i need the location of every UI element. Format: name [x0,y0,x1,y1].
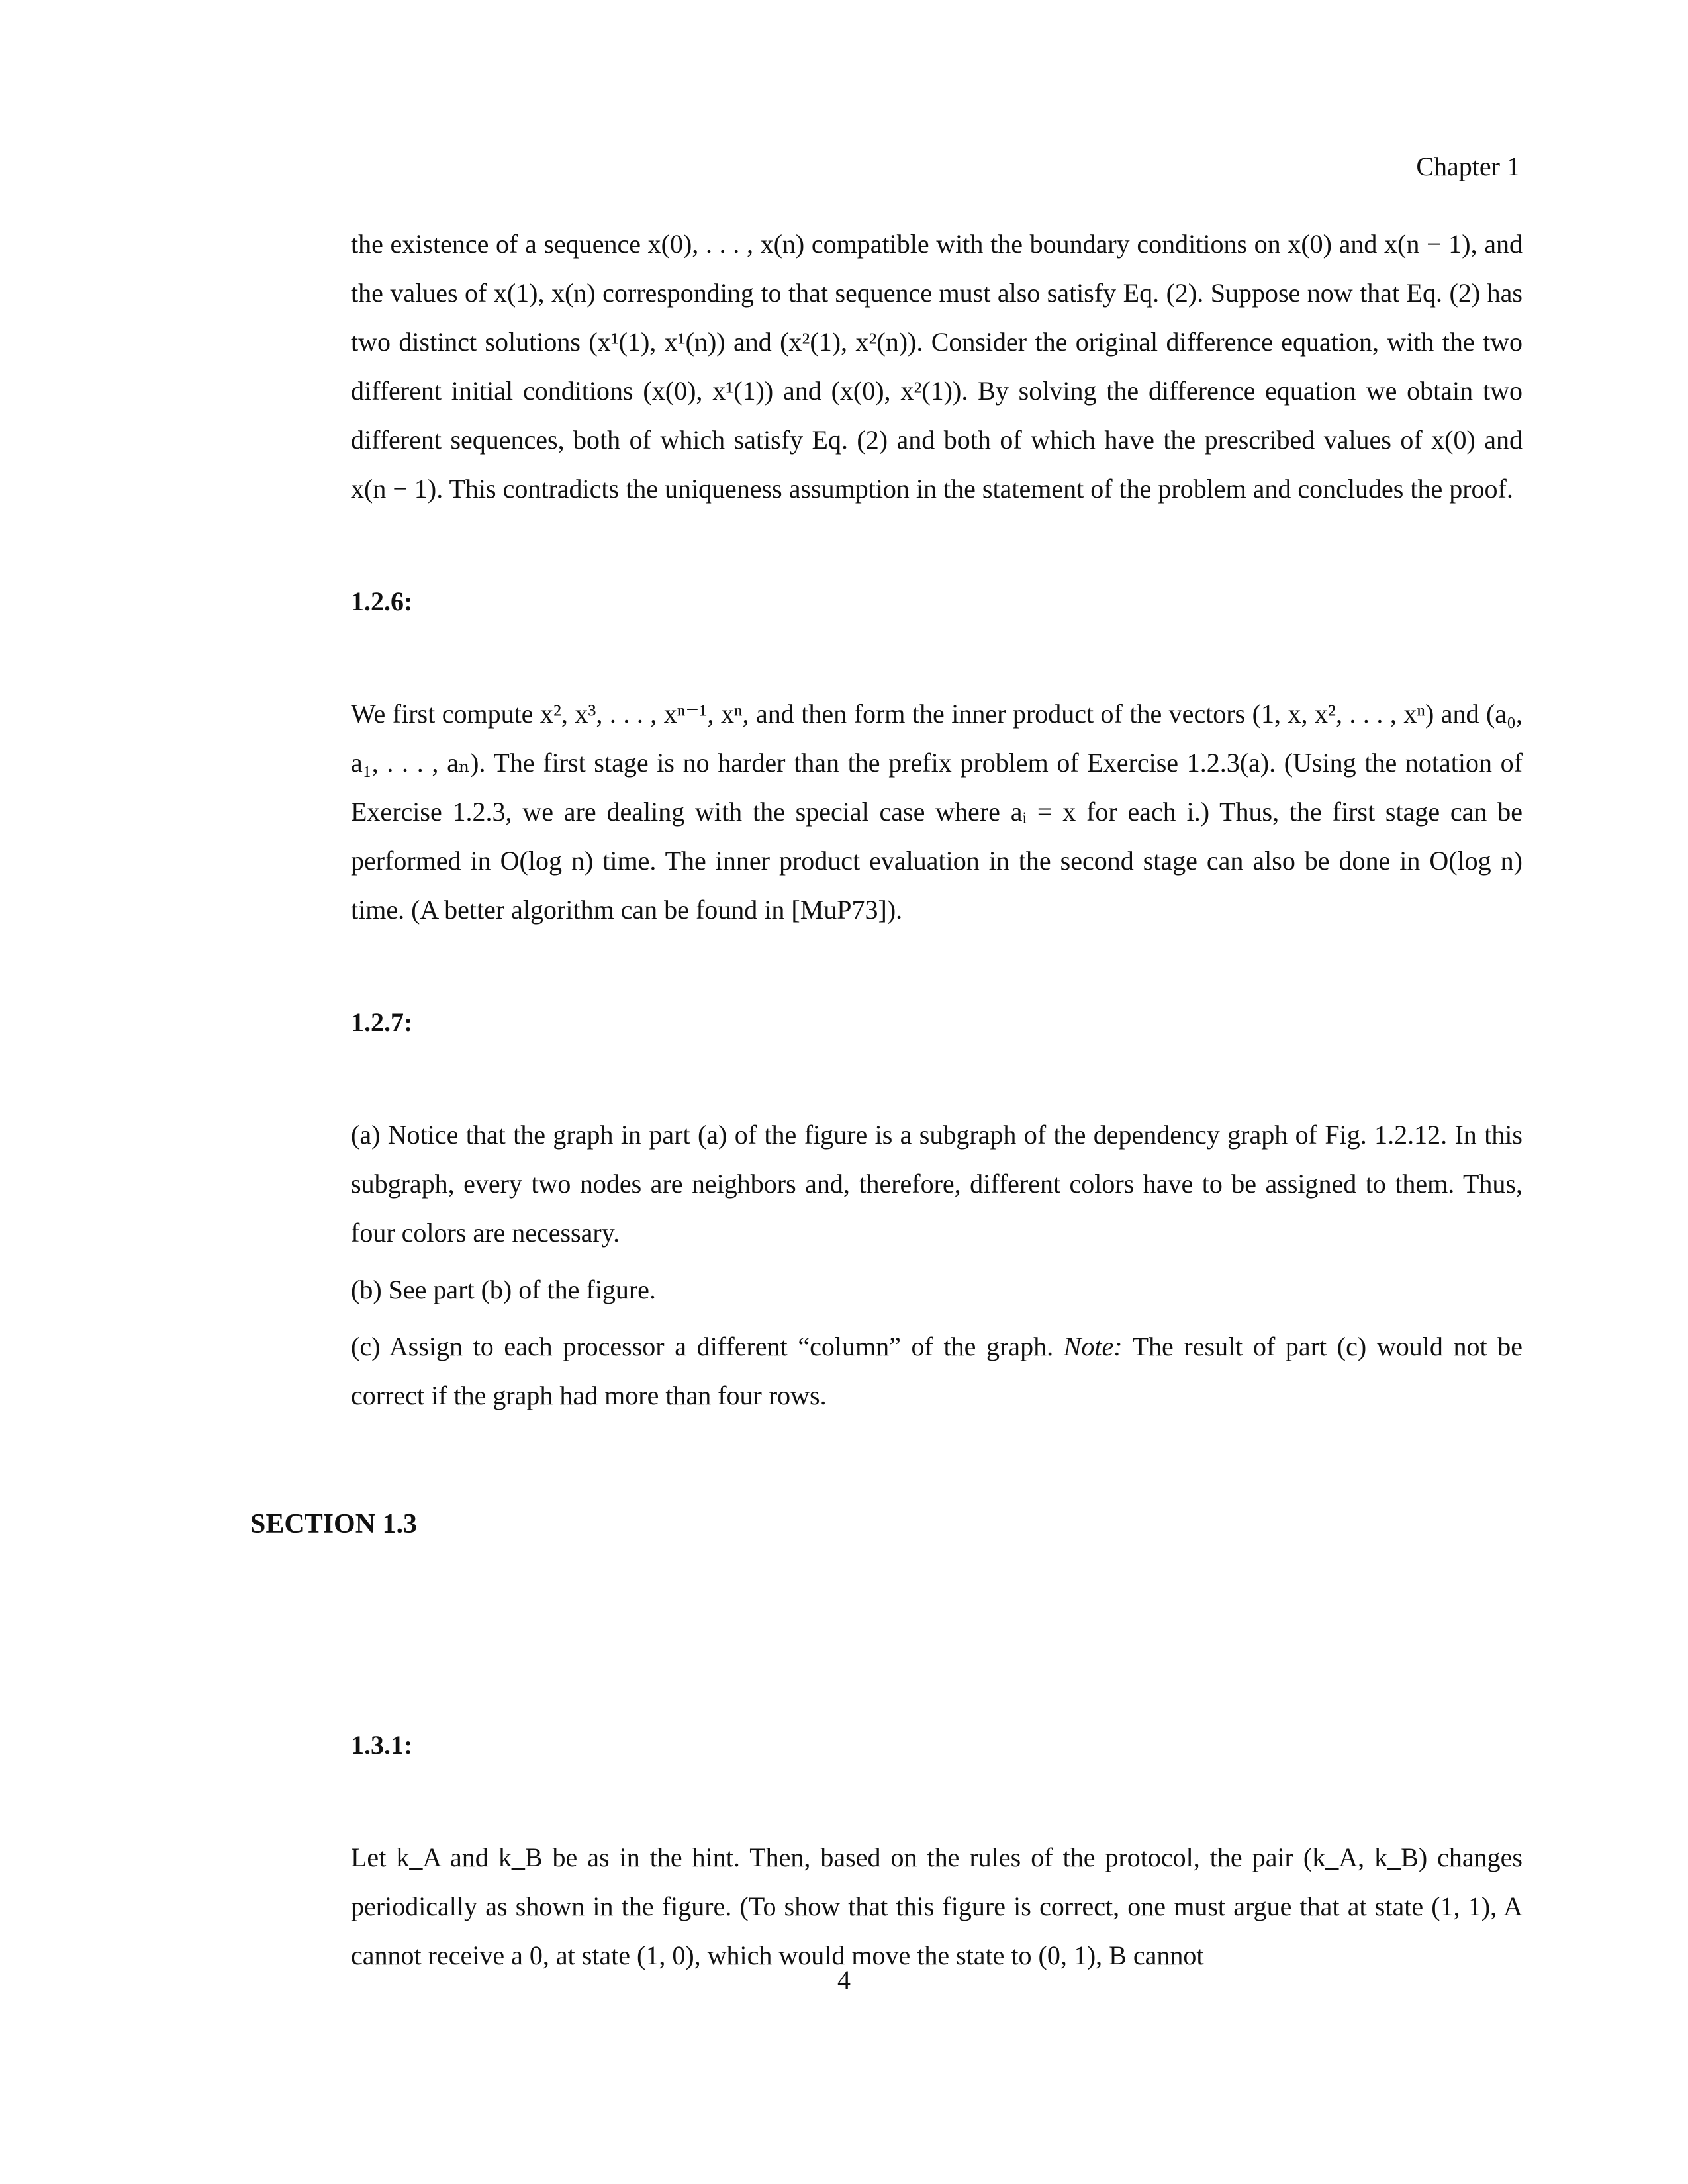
part-c-text: (c) Assign to each processor a different “column” of the graph. [351,1332,1054,1361]
exercise-heading-1-2-6: 1.2.6: [351,586,413,616]
exercise-1-3-1-paragraph: Let k_A and k_B be as in the hint. Then, based on the rules of the protocol, the pair (k_A, k_B) changes periodically as shown in the figure. (To show that this figure is correct, one must argue that at state (1, 1), A cannot receive a 0, at state (1, 0), which would move the state to (0, 1), B cannot [351,1843,1523,1970]
exercise-1-2-6-paragraph: We first compute x², x³, . . . , xⁿ⁻¹, xⁿ, and then form the inner product of the vectors (1, x, x², . . . , xⁿ) and (a₀, a₁, . . . , aₙ). The first stage is no harder than the prefix problem of Exercise 1.2.3(a). (Using the notation of Exercise 1.2.3, we are dealing with the special case where aᵢ = x for each i.) Thus, the first stage can be performed in O(log n) time. The inner product evaluation in the second stage can also be done in O(log n) time. (A better algorithm can be found in [MuP73]). [351,699,1523,925]
chapter-header: Chapter 1 [1416,152,1520,181]
part-c-note-text: The result of part (c) would not be correct if the graph had more than four rows. [351,1332,1523,1410]
intro-paragraph: the existence of a sequence x(0), . . . , x(n) compatible with the boundary conditions on x(0) and x(n − 1), and the values of x(1), x(n) corresponding to that sequence must also satisfy Eq. (2). Suppose now that Eq. (2) has two distinct solutions (x¹(1), x¹(n)) and (x²(1), x²(n)). Consider the original difference equation, with the two different initial conditions (x(0), x¹(1)) and (x(0), x²(1)). By solving the difference equation we obtain two different sequences, both of which satisfy Eq. (2) and both of which have the prescribed values of x(0) and x(n − 1). This contradicts the uniqueness assumption in the statement of the problem and concludes the proof. [351,229,1523,504]
exercise-1-2-7-part-a: (a) Notice that the graph in part (a) of the figure is a subgraph of the dependency graph of Fig. 1.2.12. In this subgraph, every two nodes are neighbors and, therefore, different colors have to be assigned to them. Thus, four colors are necessary. [351,1120,1523,1248]
section-title: SECTION 1.3 [250,1509,418,1539]
exercise-1-2-7-part-b: (b) See part (b) of the figure. [351,1275,656,1304]
page-number: 4 [837,1965,851,1995]
exercise-heading-1-2-7: 1.2.7: [351,1007,413,1037]
exercise-heading-1-3-1: 1.3.1: [351,1730,413,1760]
exercise-1-2-7-part-c [351,1322,1523,1420]
page-content [250,220,1523,1980]
note-label: Note: [1063,1332,1123,1361]
